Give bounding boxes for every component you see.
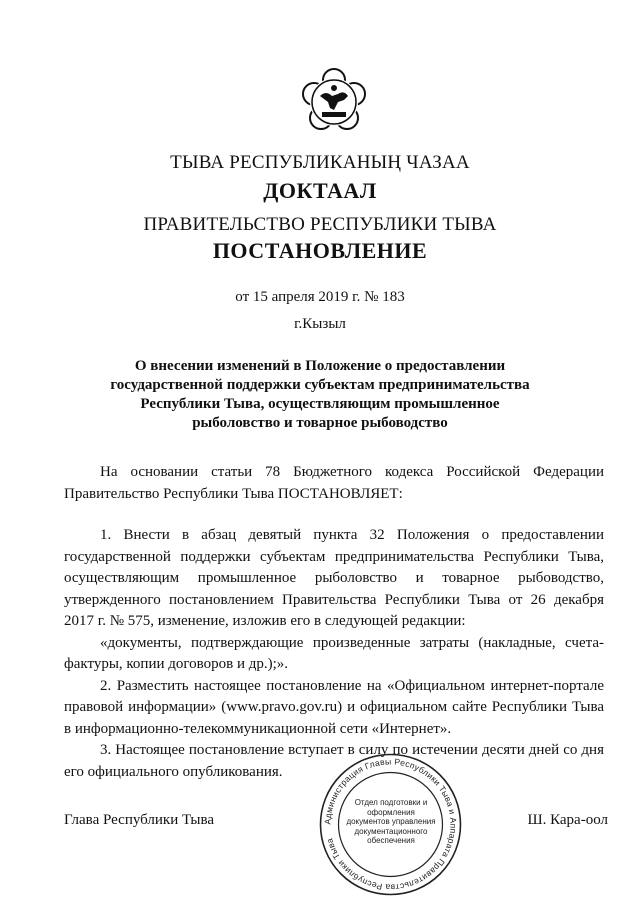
- clause-1-quote: «документы, подтверждающие произведенные затраты (накладные, счета-фактуры, копии договоров и др.);».: [64, 634, 604, 672]
- clause-1-paragraph: 1. Внести в абзац девятый пункта 32 Положения о предоставлении государственной поддержки субъектам предпринимательства Республики Тыва, осуществляющим промышленное рыболовство и товарное рыбоводство, утвержденного постановлением Правительства Республики Тыва от 26 декабря 2017 г. № 575, изменение, изложив его в следующей редакции:: [64, 527, 604, 629]
- clause-2-paragraph: 2. Разместить настоящее постановление на «Официальном интернет-портале правовой информации» (www.pravo.gov.ru) и официальном сайте Республики Тыва в информационно-телекоммуникационной сети «Интернет».: [64, 677, 604, 737]
- stamp-center-text: Отдел подготовки и оформления документов управления документационного обеспечения: [346, 798, 436, 845]
- subject-line: Республики Тыва, осуществляющим промышленное: [140, 396, 500, 412]
- subject-line: О внесении изменений в Положение о предоставлении: [134, 358, 506, 374]
- header-line-government: ПРАВИТЕЛЬСТВО РЕСПУБЛИКИ ТЫВА: [143, 214, 497, 235]
- header-doktaal: ДОКТААЛ: [263, 178, 377, 203]
- signatory-title: Глава Республики Тыва: [64, 812, 215, 828]
- document-type-title: ПОСТАНОВЛЕНИЕ: [212, 238, 428, 263]
- coat-of-arms-emblem: [298, 66, 370, 138]
- document-date-number: от 15 апреля 2019 г. № 183: [235, 289, 405, 305]
- preamble-paragraph: На основании статьи 78 Бюджетного кодекса Российской Федерации Правительство Республики Тыва ПОСТАНОВЛЯЕТ:: [64, 464, 604, 502]
- document-body: [64, 462, 604, 783]
- signatory-name: Ш. Кара-оол: [527, 812, 608, 828]
- subject-line: государственной поддержки субъектам предпринимательства: [110, 377, 530, 393]
- subject-line: рыболовство и товарное рыбоводство: [192, 415, 448, 431]
- document-subject: [0, 357, 640, 433]
- clause-3-paragraph: 3. Настоящее постановление вступает в силу по истечении десяти дней со дня его официального опубликования.: [64, 742, 604, 780]
- document-city: г.Кызыл: [294, 316, 346, 332]
- stamp-ring-text: Администрация Главы Республики Тыва и Аппарата Правительства Республики Тыва: [322, 756, 459, 893]
- header-line-tuvan-government: ТЫВА РЕСПУБЛИКАНЫҢ ЧАЗАА: [170, 152, 470, 173]
